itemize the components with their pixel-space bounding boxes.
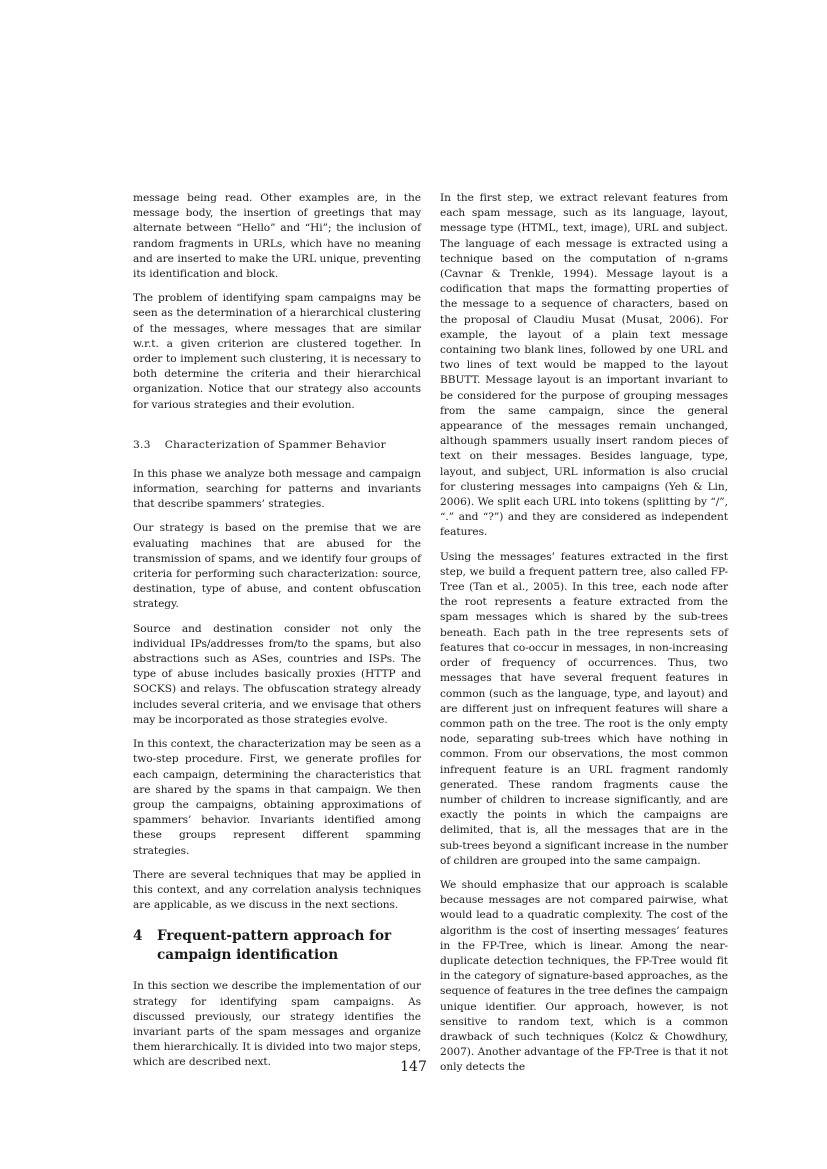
body-paragraph: message being read. Other examples are, in the message body, the insertion of greetings that may alternate between “Hello” and “Hi”; the inclusion of random fragments in URLs, which have no meaning and are inserted to make the URL unique, preventing its identification and block. xyxy=(133,192,421,281)
body-paragraph: In this phase we analyze both message and campaign information, searching for patterns and invariants that describe spammers’ strategies. xyxy=(133,467,421,511)
body-paragraph: We should emphasize that our approach is scalable because messages are not compared pairwise, what would lead to a quadratic complexity. The cost of the algorithm is the cost of inserting messages’ features in the FP-Tree, which is linear. Among the near-duplicate detection techniques, the FP-Tree would fit in the category of signature-based approaches, as the sequence of features in the tree defines the campaign unique identifier. Our approach, however, is not sensitive to random text, which is a common drawback of such techniques (Kolcz & Chowdhury, 2007). Another advantage of the FP-Tree is that it not only detects the xyxy=(440,878,728,1074)
section-heading xyxy=(133,927,421,965)
page-number: 147 xyxy=(400,1059,427,1075)
body-paragraph: Using the messages’ features extracted in the first step, we build a frequent pattern tree, also called FP-Tree (Tan et al., 2005). In this tree, each node after the root represents a feature extracted from the spam messages which is shared by the sub-trees beneath. Each path in the tree represents sets of features that co-occur in messages, in non-increasing order of frequency of occurrences. Thus, two messages that have several frequent features in common (such as the language, type, and layout) and are different just on infrequent features will share a common path on the tree. The root is the only empty node, separating sub-trees which have nothing in common. From our observations, the most common infrequent feature is an URL fragment randomly generated. These random fragments cause the number of children to increase significantly, and are exactly the points in which the campaigns are delimited, that is, all the messages that are in the sub-trees beyond a significant increase in the number of children are grouped into the same campaign. xyxy=(440,550,728,867)
body-paragraph: In the first step, we extract relevant features from each spam message, such as its language, layout, message type (HTML, text, image), URL and subject. The language of each message is extracted using a technique based on the computation of n-grams (Cavnar & Trenkle, 1994). Message layout is a codification that maps the formatting properties of the message to a sequence of characters, based on the proposal of Claudiu Musat (Musat, 2006). For example, the layout of a plain text message containing two blank lines, followed by one URL and two lines of text would be mapped to the layout BBUTT. Message layout is an important invariant to be considered for the purpose of grouping messages from the same campaign, since the general appearance of the messages remain unchanged, although spammers usually insert random pieces of text on their messages. Besides language, type, layout, and subject, URL information is also crucial for clustering messages into campaigns (Yeh & Lin, 2006). We split each URL into tokens (splitting by “/”, “.” and “?”) and they are considered as independent features. xyxy=(440,192,728,539)
body-paragraph: There are several techniques that may be applied in this context, and any correlation analysis techniques are applicable, as we discuss in the next sections. xyxy=(133,868,421,912)
subsection-title: Characterization of Spammer Behavior xyxy=(164,438,387,451)
body-paragraph: In this context, the characterization may be seen as a two-step procedure. First, we generate profiles for each campaign, determining the characteristics that are shared by the spams in that campaign. We then group the campaigns, obtaining approximations of spammers’ behavior. Invariants identified among these groups represent different spamming strategies. xyxy=(133,738,421,857)
subsection-number: 3.3 xyxy=(133,438,151,451)
body-paragraph: Source and destination consider not only the individual IPs/addresses from/to the spams, but also abstractions such as ASes, countries and ISPs. The type of abuse includes basically proxies (HTTP and SOCKS) and relays. The obfuscation strategy already includes several criteria, and we envisage that others may be incorporated as those strategies evolve. xyxy=(133,622,421,726)
right-column xyxy=(440,191,728,1085)
body-paragraph: Our strategy is based on the premise that we are evaluating machines that are abused for the transmission of spams, and we identify four groups of criteria for performing such characterization: source, destination, type of abuse, and content obfuscation strategy. xyxy=(133,522,421,611)
body-paragraph: The problem of identifying spam campaigns may be seen as the determination of a hierarchical clustering of the messages, where messages that are similar w.r.t. a given criterion are clustered together. In order to implement such clustering, it is necessary to both determine the criteria and their hierarchical organization. Notice that our strategy also accounts for various strategies and their evolution. xyxy=(133,292,421,411)
body-paragraph: In this section we describe the implementation of our strategy for identifying spam campaigns. As discussed previously, our strategy identifies the invariant parts of the spam messages and organize them hierarchically. It is divided into two major steps, which are described next. xyxy=(133,980,421,1069)
subsection-heading xyxy=(133,438,421,453)
section-title: Frequent-pattern approach for campaign identification xyxy=(157,928,392,964)
left-column xyxy=(133,191,421,1080)
section-number: 4 xyxy=(133,928,143,945)
